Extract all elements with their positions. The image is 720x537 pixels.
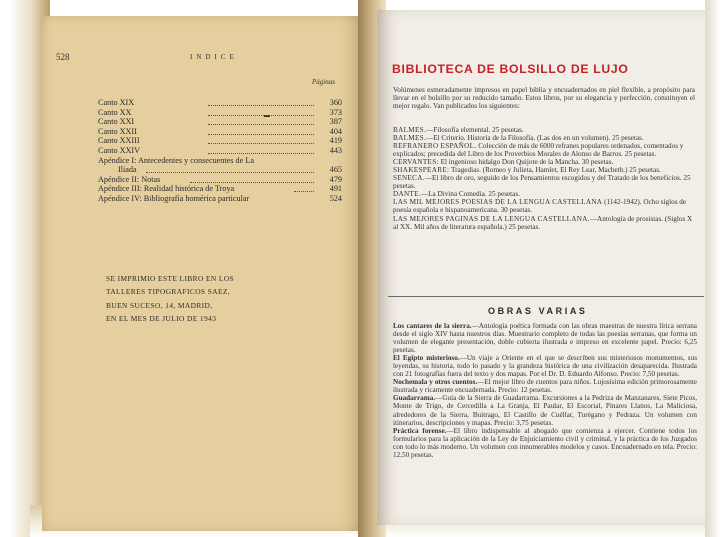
toc-page: 465 xyxy=(329,165,342,175)
toc-label: Canto XXIV xyxy=(98,145,141,155)
book-entry xyxy=(393,378,697,394)
toc-entry xyxy=(98,117,342,127)
toc-label: Apéndice IV: Bibliografía homérica particular xyxy=(98,193,250,203)
toc-leader xyxy=(294,184,314,192)
toc-leader xyxy=(208,127,314,135)
collection-list xyxy=(393,126,695,231)
colophon-line: SE IMPRIMIO ESTE LIBRO EN LOS xyxy=(106,274,235,283)
entry-text: —Antología poética formada con las obras maestras de nuestra lírica serrana desde el siglo XIV hasta nuestros días. Muestrario completo de todas las poesías serranas, que forma un volumen de elegante presentación, doble cubierta ilustrada e impreso en excelente papel. Precio: 6,25 pesetas. xyxy=(393,322,697,355)
entry-text: Tragedias. (Romeo y Julieta, Hamlet, El Rey Lear, Macbeth.) 25 pesetas. xyxy=(449,166,661,175)
toc-entry xyxy=(98,146,342,156)
collection-entry xyxy=(393,126,695,134)
collection-entry xyxy=(393,158,695,166)
toc-column-label: Páginas xyxy=(312,78,335,86)
entry-title: Nochemala y otros cuentos. xyxy=(393,378,478,387)
page-header: INDICE xyxy=(190,53,238,61)
toc-entry xyxy=(98,165,342,175)
section-divider xyxy=(388,296,704,297)
entry-title: El Egipto misterioso. xyxy=(393,354,460,363)
toc-label: Canto XX xyxy=(98,107,132,117)
entry-text: El ingenioso hidalgo Don Quijote de la Mancha. 30 pesetas. xyxy=(438,158,614,167)
toc-entry xyxy=(98,156,342,166)
toc-label: Canto XXIII xyxy=(98,136,140,146)
toc-entry xyxy=(98,108,342,118)
toc-leader xyxy=(146,165,314,173)
toc-label: Iliada xyxy=(118,165,137,175)
entry-text: —El mejor libro de cuentos para niños. Lujosísima edición primorosamente ilustrada y ricamente encuadernada. Precio: 12 pesetas. xyxy=(393,378,698,395)
collection-entry xyxy=(393,166,695,174)
book-entry xyxy=(393,322,697,354)
collection-entry xyxy=(393,142,695,158)
toc-entry xyxy=(98,98,342,108)
toc-leader xyxy=(208,146,314,154)
collection-entry xyxy=(393,174,695,190)
table-of-contents xyxy=(98,98,342,204)
section-title: OBRAS VARIAS xyxy=(488,306,588,316)
entry-title: Práctica forense. xyxy=(393,426,447,435)
book-entry xyxy=(393,354,697,378)
toc-label: Apéndice I: Antecedentes y consecuentes de La xyxy=(98,155,254,165)
entry-author: REFRANERO ESPAÑOL. xyxy=(393,142,477,151)
toc-page: 524 xyxy=(329,193,342,203)
entry-author: DANTE. xyxy=(393,190,421,199)
entry-author: CERVANTES: xyxy=(393,158,439,167)
toc-page: 479 xyxy=(329,174,342,184)
colophon-line: TALLERES TIPOGRAFICOS SAEZ, xyxy=(106,287,231,297)
entry-text: —El libro indispensable al abogado que comienza a ejercer. Contiene todos los formularios para la aplicación de la Ley de Enjuiciamiento civil y criminal, y la práctica de los Juzgados con todo lo más moderno. Un volumen con innumerables modelos y casos. Encuadernado en tela. Precio: 12,50 pesetas. xyxy=(393,426,697,459)
toc-entry xyxy=(98,194,342,204)
entry-text: —Antología de prosistas. (Siglos X al XX. Mil años de literatura española.) 25 pesetas. xyxy=(393,214,693,231)
colophon-line: EN EL MES DE JULIO DE 1943 xyxy=(106,313,217,323)
toc-leader xyxy=(208,117,314,125)
entry-text: —Un viaje a Oriente en el que se describen sus misteriosos monumentos, sus leyendas, su historia, todo lo pasado y la grandeza histórica de una civilización desaparecida. Ilustrada con 21 fotografías fuera del texto y dos mapas. Por el Dr. D. Eduardo Alfonso. Precio: 7,50 pesetas. xyxy=(393,354,697,379)
page-number: 528 xyxy=(56,52,70,62)
entry-text: —Filosofía elemental. 25 pesetas. xyxy=(426,126,524,134)
toc-page: 443 xyxy=(329,145,342,155)
toc-page: 491 xyxy=(329,184,342,194)
collection-title: BIBLIOTECA DE BOLSILLO DE LUJO xyxy=(392,62,629,76)
collection-entry xyxy=(393,134,695,142)
entry-author: SHAKESPEARE: xyxy=(393,166,450,175)
colophon-line: BUEN SUCESO, 14, MADRID, xyxy=(106,300,213,310)
book-entry xyxy=(393,427,697,459)
toc-label: Apéndice III: Realidad histórica de Troya xyxy=(98,184,235,194)
toc-page: 360 xyxy=(329,98,342,107)
toc-leader xyxy=(190,175,314,183)
right-page-edge xyxy=(705,0,720,537)
obras-varias-list xyxy=(393,322,697,459)
toc-label: Canto XIX xyxy=(98,98,135,107)
collection-entry xyxy=(393,215,695,231)
entry-text: —Guía de la Sierra de Guadarrama. Excursiones a la Pedriza de Manzanares, Siete Picos, Monte de Trigo, de Cercedilla a La Granja, El Paular, El Escorial, Pinares Llanos, La Maliciosa, alrededores de la Sierra, Buitrago, El Castillo de Cuéllar, Turégano y Pedraza. Un volumen con itinerarios, descripciones y mapas. Precio: 3,75 pesetas. xyxy=(393,394,697,427)
entry-title: Guadarrama. xyxy=(393,394,436,403)
entry-text: —La Divina Comedia. 25 pesetas. xyxy=(420,190,520,199)
toc-entry xyxy=(98,175,342,185)
collection-entry xyxy=(393,190,695,198)
toc-page: 373 xyxy=(329,107,342,117)
book-entry xyxy=(393,394,697,426)
toc-entry xyxy=(98,184,342,194)
toc-label: Canto XXI xyxy=(98,117,135,127)
toc-leader xyxy=(208,108,314,116)
entry-title: Los cantares de la sierra. xyxy=(393,322,472,330)
entry-text: —El Criterio. Historia de la Filosofía. (Las dos en un volumen). 25 pesetas. xyxy=(426,134,644,143)
colophon xyxy=(106,272,306,325)
entry-text: —El libro de oro, seguido de los Pensamientos escogidos y del Tratado de los beneficios. 25 pesetas. xyxy=(393,174,691,191)
toc-entry xyxy=(98,127,342,137)
toc-label: Apéndice II: Notas xyxy=(98,174,161,184)
collection-entry xyxy=(393,198,695,214)
entry-author: LAS MEJORES PAGINAS DE LA LENGUA CASTELLANA. xyxy=(393,214,590,223)
entry-author: BALMES. xyxy=(393,126,427,134)
collection-intro: Volúmenes esmeradamente impresos en papel biblia y encuadernados en piel flexible, a propósito para llevar en el bolsillo por su reducido tamaño. Estos libros, por su elegancia y perfección, constituyen el mejor regalo. Van publicados los siguientes: xyxy=(393,86,695,111)
toc-leader xyxy=(208,98,314,106)
toc-page: 419 xyxy=(329,136,342,146)
entry-author: SENECA. xyxy=(393,174,425,183)
entry-text: (1142-1942). Ocho siglos de poesía española e hispanoamericana. 30 pesetas. xyxy=(393,198,687,215)
entry-author: LAS MIL MEJORES POESIAS DE LA LENGUA CASTELLANA xyxy=(393,198,603,207)
toc-page: 404 xyxy=(329,126,342,136)
toc-leader xyxy=(208,136,314,144)
entry-author: BALMES. xyxy=(393,134,427,143)
toc-entry xyxy=(98,136,342,146)
toc-page: 387 xyxy=(329,117,342,127)
toc-label: Canto XXII xyxy=(98,126,137,136)
entry-text: Colección de más de 6000 refranes populares ordenados, comentados y explicados; precedida del Libro de los Proverbios Morales de Alonso de Barros. 25 pesetas. xyxy=(393,142,684,159)
